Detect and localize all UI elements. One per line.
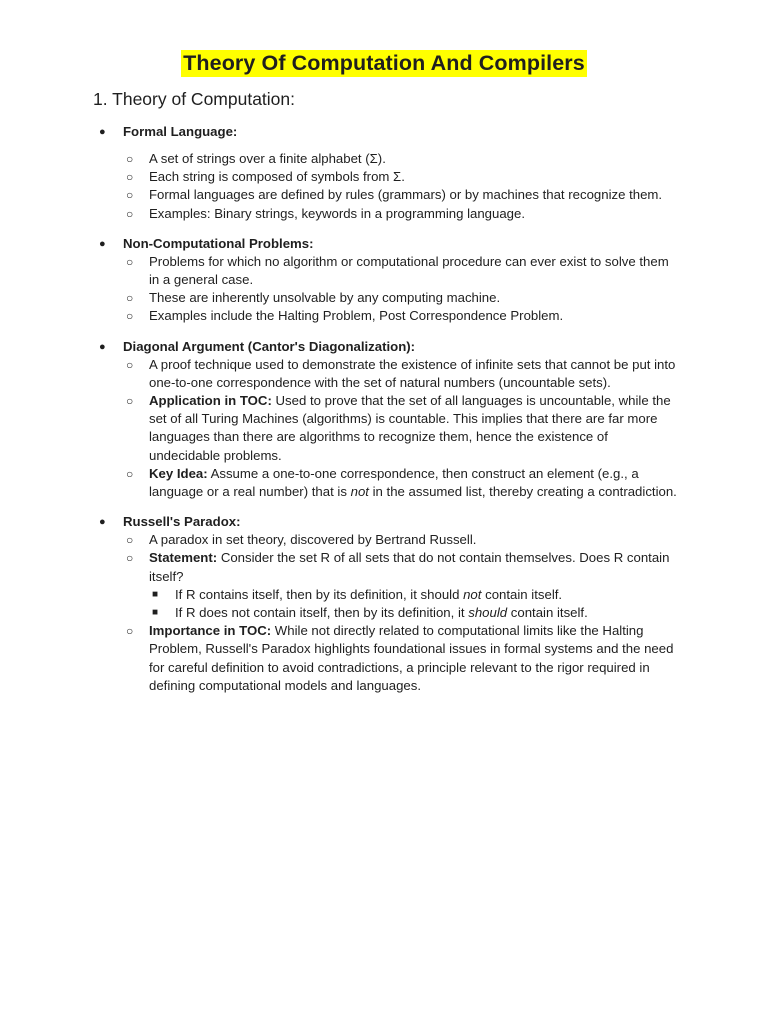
list-item-text: Examples include the Halting Problem, Post Correspondence Problem.: [149, 308, 564, 324]
emphasis-text: not: [350, 484, 369, 500]
bullet-heading: [0, 235, 768, 253]
bullet-heading: [0, 123, 768, 141]
list-item-text: Each string is composed of symbols from Σ.: [149, 169, 405, 185]
list-item-text: A set of strings over a finite alphabet (Σ).: [149, 151, 386, 166]
list-item: [0, 465, 768, 501]
list-item-text: Consider the set R of all sets that do not contain themselves. Does R contain itself?: [149, 550, 670, 584]
hollow-bullet-icon: ○: [126, 624, 134, 639]
list-item: [0, 186, 768, 204]
list-item-text: A proof technique used to demonstrate the existence of infinite sets that cannot be put into one-to-one correspondence with the set of natural numbers (uncountable sets).: [149, 356, 676, 390]
section-diagonal-argument: [0, 338, 768, 502]
hollow-bullet-icon: ○: [126, 533, 134, 548]
list-item: [0, 253, 768, 289]
hollow-bullet-icon: ○: [126, 170, 134, 185]
bullet-heading-label: Formal Language:: [123, 124, 238, 139]
list-item: [0, 150, 768, 168]
list-item-lead: Application in TOC:: [149, 393, 272, 409]
hollow-bullet-icon: ○: [126, 206, 134, 221]
hollow-bullet-icon: ○: [126, 394, 134, 409]
list-item: [0, 549, 768, 622]
list-item-lead: Importance in TOC:: [149, 623, 272, 639]
list-item: [0, 356, 768, 392]
emphasis-text: not: [463, 586, 482, 602]
list-item-lead: Statement:: [149, 550, 218, 566]
list-item: [0, 392, 768, 465]
hollow-bullet-icon: ○: [126, 254, 134, 269]
bullet-icon: ●: [99, 516, 106, 529]
hollow-bullet-icon: ○: [126, 291, 134, 306]
list-item: [0, 205, 768, 223]
list-item-text: If R contains itself, then by its definition, it should: [175, 586, 460, 602]
list-item-text: contain itself.: [510, 605, 588, 621]
bullet-heading: [0, 513, 768, 531]
list-item-text: Problems for which no algorithm or computational procedure can ever exist to solve them in a general case.: [149, 253, 669, 288]
list-item-text: Assume a one-to-one correspondence, then construct an element (e.g., a language or a real number) that is: [149, 465, 639, 500]
section-non-computational: [0, 235, 768, 326]
hollow-bullet-icon: ○: [126, 551, 134, 566]
section-heading: 1. Theory of Computation:: [93, 89, 296, 109]
bullet-icon: ●: [99, 237, 106, 250]
list-item-text: If R does not contain itself, then by its definition, it: [175, 605, 465, 621]
list-item: [0, 531, 768, 549]
list-item-text: Used to prove that the set of all languages is uncountable, while the set of all Turing Machines (algorithms) is countable. This implies that there are far more languages than there are algorithms to recognize them, hence the existence of undecidable problems.: [149, 393, 671, 463]
list-item-text: Formal languages are defined by rules (grammars) or by machines that recognize them.: [149, 187, 663, 203]
list-item-text: A paradox in set theory, discovered by Bertrand Russell.: [149, 532, 477, 548]
list-item-text: These are inherently unsolvable by any computing machine.: [149, 290, 501, 306]
document-title: Theory Of Computation And Compilers: [183, 51, 585, 75]
list-item: [0, 168, 768, 186]
bullet-heading: [0, 338, 768, 356]
list-item-lead: Key Idea:: [149, 465, 208, 481]
hollow-bullet-icon: ○: [126, 466, 134, 481]
square-bullet-icon: ■: [152, 588, 159, 600]
sub-list: [0, 150, 768, 223]
document-content: [0, 123, 768, 707]
list-item-text: While not directly related to computational limits like the Halting Problem, Russell's Paradox highlights foundational issues in formal systems and the need for careful definition to avoid contradictions, a principle relevant to the rigor required in defining computational models and languages.: [149, 623, 674, 693]
list-item-text: in the assumed list, thereby creating a contradiction.: [372, 484, 677, 500]
bullet-icon: ●: [99, 340, 106, 353]
square-bullet-icon: ■: [152, 607, 159, 619]
nested-list-item: [0, 604, 680, 622]
hollow-bullet-icon: ○: [126, 152, 134, 166]
sub-list: [0, 253, 768, 326]
sub-list: [0, 531, 768, 695]
emphasis-text: should: [468, 605, 508, 621]
list-item: [0, 289, 768, 307]
list-item-text: contain itself.: [485, 586, 563, 602]
hollow-bullet-icon: ○: [126, 357, 134, 372]
sub-list: [0, 356, 768, 502]
section-formal-language: [0, 123, 768, 223]
title-container: [0, 50, 768, 77]
list-item-text: Examples: Binary strings, keywords in a programming language.: [149, 205, 526, 221]
list-item: [0, 622, 768, 695]
nested-list-item: [0, 586, 680, 604]
hollow-bullet-icon: ○: [126, 188, 134, 203]
bullet-heading-label: Diagonal Argument (Cantor's Diagonalization):: [123, 338, 416, 354]
section-russells-paradox: [0, 513, 768, 695]
bullet-heading-label: Non-Computational Problems:: [123, 235, 314, 251]
bullet-heading-label: Russell's Paradox:: [123, 514, 241, 530]
list-item: [0, 307, 768, 325]
hollow-bullet-icon: ○: [126, 309, 134, 324]
nested-list: [149, 586, 680, 622]
bullet-icon: ●: [99, 126, 106, 138]
